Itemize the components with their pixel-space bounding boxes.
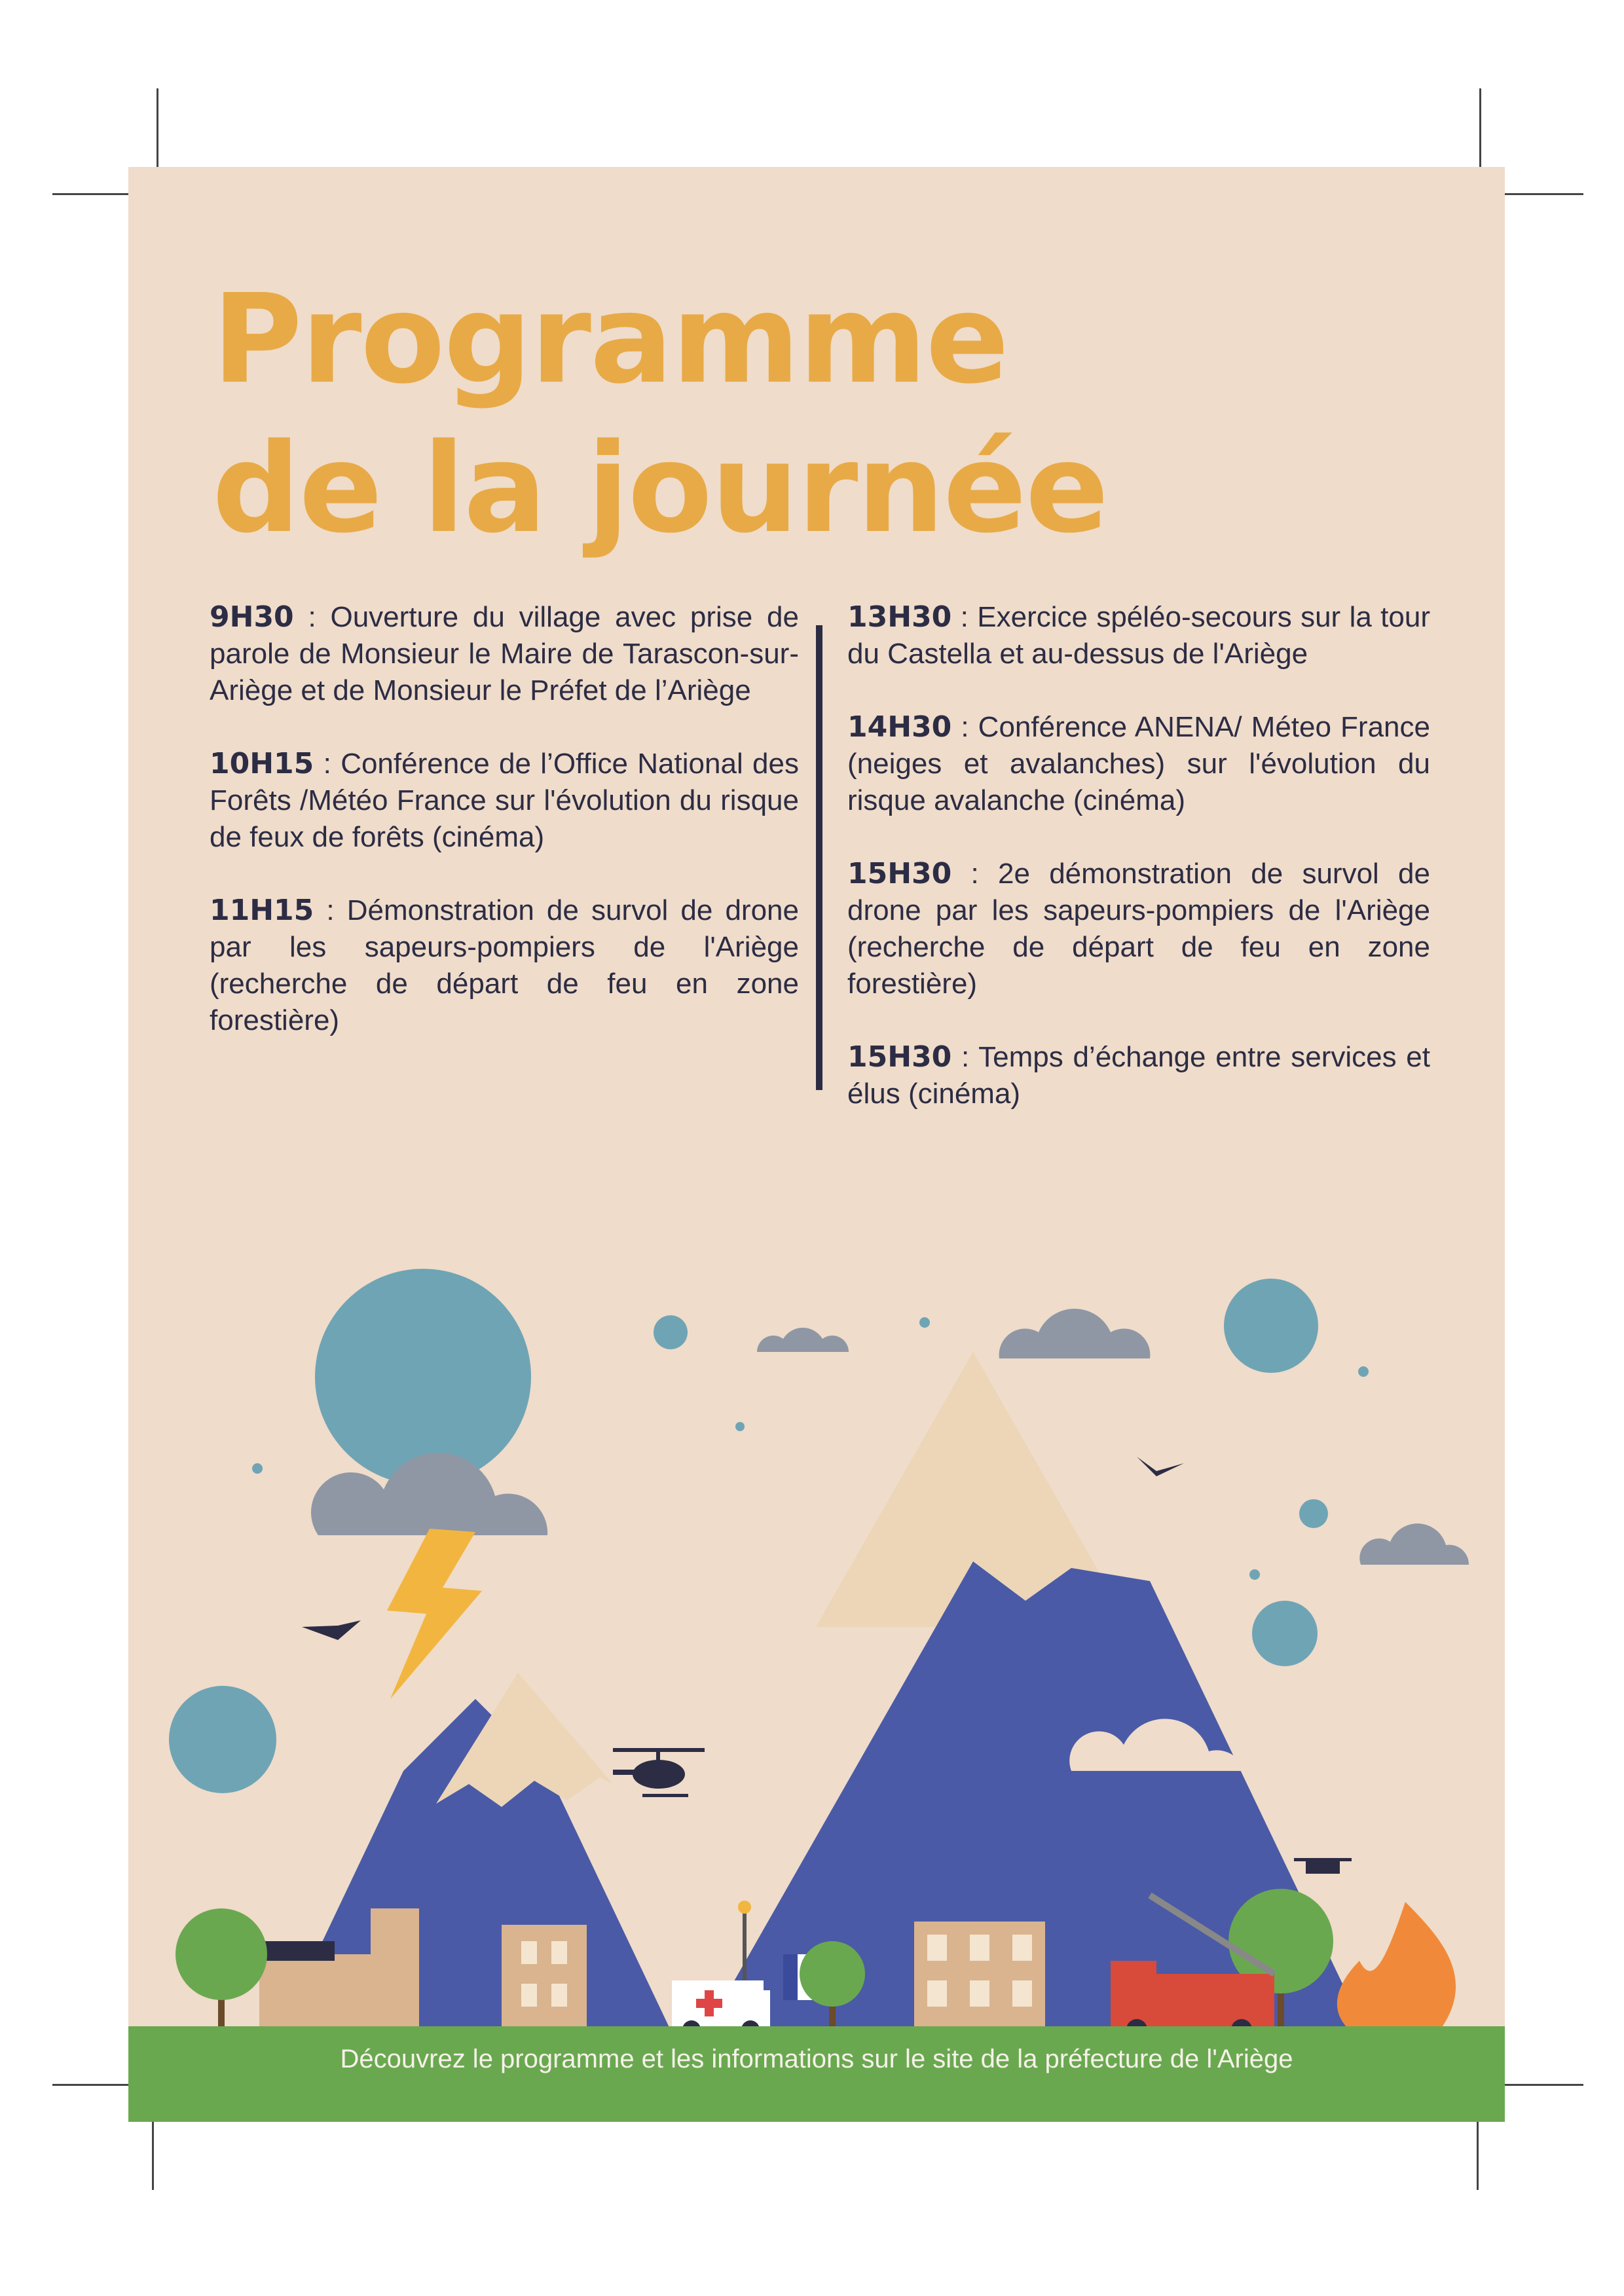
poster (128, 167, 1505, 2122)
entry-text: : Exercice spéléo-secours sur la tour du Castella et au-dessus de l'Ariège (847, 601, 1430, 670)
entry-text: : Ouverture du village avec prise de parole de Monsieur le Maire de Tarascon-sur-Ariège et de Monsieur le Préfet de l’Ariège (210, 601, 799, 706)
crop-mark (1498, 193, 1583, 195)
crop-mark (152, 2111, 154, 2190)
snow-icon (784, 1736, 821, 1773)
entry-time: 13H30 (847, 600, 952, 634)
program-entry (847, 709, 1430, 819)
snow-icon (842, 1686, 858, 1702)
entry-text: : 2e démonstration de survol de drone par les sapeurs-pompiers de l'Ariège (recherche de départ de feu en zone forestière) (847, 858, 1430, 1000)
program-left-column (210, 599, 799, 1076)
program-entry (847, 599, 1430, 672)
entry-text: : Temps d’échange entre services et élus (cinéma) (847, 1041, 1430, 1110)
dot-icon (252, 1463, 263, 1474)
cloud-icon (311, 1453, 547, 1535)
snow-icon (829, 1666, 842, 1679)
crop-mark (1477, 2111, 1479, 2190)
program-entry (210, 599, 799, 709)
mountain-village-illustration (128, 1201, 1505, 2039)
entry-time: 9H30 (210, 600, 294, 634)
dot-icon (735, 1422, 745, 1431)
snow-icon (824, 1708, 845, 1729)
entry-time: 11H15 (210, 894, 314, 927)
program-right-column (847, 599, 1430, 1149)
entry-time: 10H15 (210, 747, 314, 780)
entry-time: 15H30 (847, 857, 952, 890)
program-entry (210, 892, 799, 1039)
footer-banner (128, 2026, 1505, 2122)
program-entry (847, 856, 1430, 1002)
cloud-icon (757, 1328, 849, 1352)
sun-icon (1224, 1279, 1318, 1373)
footer-text: Découvrez le programme et les informations sur le site de la préfecture de l'Ariège (340, 2045, 1293, 2073)
dot-icon (919, 1317, 930, 1328)
dot-icon (1249, 1569, 1260, 1580)
lightning-icon (387, 1529, 482, 1699)
crop-mark (52, 193, 138, 195)
cloud-icon (999, 1309, 1151, 1358)
entry-text: : Conférence de l’Office National des Forêts /Météo France sur l'évolution du risque de feux de forêts (cinéma) (210, 748, 799, 853)
sun-icon (169, 1686, 276, 1793)
entry-time: 15H30 (847, 1040, 952, 1074)
cloud-icon (1359, 1523, 1469, 1565)
title-line-2: de la journée (212, 417, 1108, 560)
program-entry (847, 1039, 1430, 1112)
entry-text: : Conférence ANENA/ Méteo France (neiges et avalanches) sur l'évolution du risque avalanche (cinéma) (847, 711, 1430, 816)
crop-mark (52, 2084, 138, 2086)
dot-icon (1299, 1499, 1328, 1528)
drone-icon (1294, 1858, 1352, 1874)
sun-icon (315, 1269, 531, 1485)
sun-icon (1252, 1601, 1318, 1666)
dot-icon (1358, 1366, 1369, 1377)
title-line-1: Programme (212, 268, 1008, 411)
column-divider (816, 625, 822, 1090)
entry-text: : Démonstration de survol de drone par les sapeurs-pompiers de l'Ariège (recherche de départ de feu en zone forestière) (210, 894, 799, 1036)
fire-icon (1337, 1902, 1456, 2033)
program-entry (210, 746, 799, 856)
bird-icon (1137, 1457, 1184, 1476)
crop-mark (157, 88, 158, 173)
helicopter-icon (613, 1748, 705, 1797)
bird-icon (302, 1620, 361, 1640)
dot-icon (654, 1315, 688, 1349)
page-title (212, 265, 1107, 564)
entry-time: 14H30 (847, 710, 952, 744)
crop-mark (1498, 2084, 1583, 2086)
crop-mark (1479, 88, 1481, 173)
